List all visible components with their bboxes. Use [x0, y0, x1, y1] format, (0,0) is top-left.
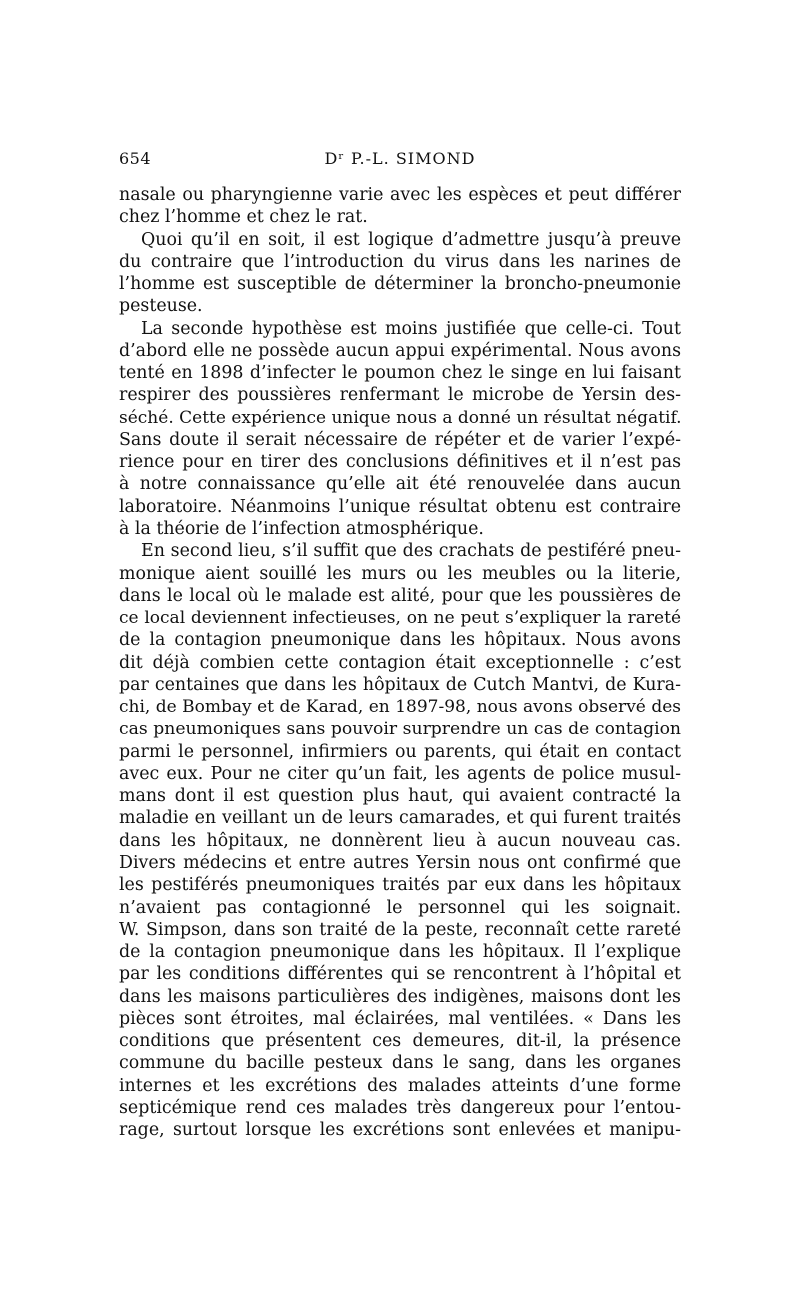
text-line: Sans doute il serait nécessaire de répéter et de varier l’expé- [119, 429, 681, 450]
text-line: internes et les excrétions des malades atteints d’une forme [119, 1075, 681, 1096]
text-line: parmi le personnel, infirmiers ou parents, qui était en contact [119, 741, 681, 762]
text-line: cas pneumoniques sans pouvoir surprendre un cas de contagion [119, 719, 681, 740]
text-line: séché. Cette expérience unique nous a donné un résultat négatif. [119, 407, 682, 428]
text-line: de la contagion pneumonique dans les hôpitaux. Il l’explique [119, 942, 681, 963]
text-line: rience pour en tirer des conclusions définitives et il n’est pas [119, 452, 681, 473]
text-line: monique aient souillé les murs ou les meubles ou la literie, [119, 563, 681, 584]
text-line: dit déjà combien cette contagion était exceptionnelle : c’est [119, 652, 681, 673]
text-line: respirer des poussières renfermant le microbe de Yersin des- [119, 385, 681, 406]
text-line: avec eux. Pour ne citer qu’un fait, les agents de police musul- [119, 763, 681, 784]
text-line: nasale ou pharyngienne varie avec les espèces et peut différer [119, 185, 681, 205]
text-line: à notre connaissance qu’elle ait été renouvelée dans aucun [119, 474, 681, 495]
text-line: Divers médecins et entre autres Yersin nous ont confirmé que [119, 852, 681, 873]
text-line: pesteuse. [119, 296, 203, 317]
text-line: n’avaient pas contagionné le personnel qui les soignait. [119, 897, 681, 918]
text-line: dans les hôpitaux, ne donnèrent lieu à aucun nouveau cas. [119, 830, 681, 851]
text-line: d’abord elle ne possède aucun appui expérimental. Nous avons [119, 340, 681, 361]
text-line: maladie en veillant un de leurs camarades, et qui furent traités [119, 808, 681, 829]
running-head [119, 148, 681, 170]
text-line: pièces sont étroites, mal éclairées, mal ventilées. « Dans les [119, 1008, 681, 1029]
body-text [119, 184, 681, 1141]
text-line: du contraire que l’introduction du virus dans les narines de [119, 251, 681, 272]
text-line: W. Simpson, dans son traité de la peste, reconnaît cette rareté [119, 919, 681, 940]
text-line: En second lieu, s’il suffit que des crachats de pestiféré pneu- [141, 541, 681, 562]
text-line: les pestiférés pneumoniques traités par eux dans les hôpitaux [119, 875, 681, 896]
running-title: Dʳ P.-L. SIMOND [324, 149, 476, 168]
text-line: à la théorie de l’infection atmosphérique. [119, 518, 484, 539]
text-line: ce local deviennent infectieuses, on ne peut s’expliquer la rareté [119, 608, 681, 629]
text-line: La seconde hypothèse est moins justifiée que celle-ci. Tout [141, 318, 681, 339]
text-line: tenté en 1898 d’infecter le poumon chez le singe en lui faisant [119, 363, 681, 384]
page-number: 654 [119, 149, 152, 168]
text-line: conditions que présentent ces demeures, dit-il, la présence [119, 1031, 681, 1052]
text-line: l’homme est susceptible de déterminer la broncho-pneumonie [119, 274, 681, 295]
text-line: de la contagion pneumonique dans les hôpitaux. Nous avons [119, 630, 681, 651]
text-line: dans le local où le malade est alité, pour que les poussières de [119, 585, 681, 606]
text-line: mans dont il est question plus haut, qui avaient contracté la [119, 786, 681, 807]
text-line: par les conditions différentes qui se rencontrent à l’hôpital et [119, 964, 681, 985]
text-line: Quoi qu’il en soit, il est logique d’admettre jusqu’à preuve [141, 229, 681, 250]
text-line: laboratoire. Néanmoins l’unique résultat obtenu est contraire [119, 496, 681, 517]
text-line: rage, surtout lorsque les excrétions sont enlevées et manipu- [119, 1120, 681, 1141]
text-line: commune du bacille pesteux dans le sang, dans les organes [119, 1053, 681, 1074]
text-line: dans les maisons particulières des indigènes, maisons dont les [119, 986, 681, 1007]
text-line: par centaines que dans les hôpitaux de Cutch Mantvi, de Kura- [119, 674, 681, 695]
text-line: chez l’homme et chez le rat. [119, 207, 368, 228]
text-line: chi, de Bombay et de Karad, en 1897-98, nous avons observé des [119, 697, 681, 718]
text-line: septicémique rend ces malades très dangereux pour l’entou- [119, 1097, 681, 1118]
